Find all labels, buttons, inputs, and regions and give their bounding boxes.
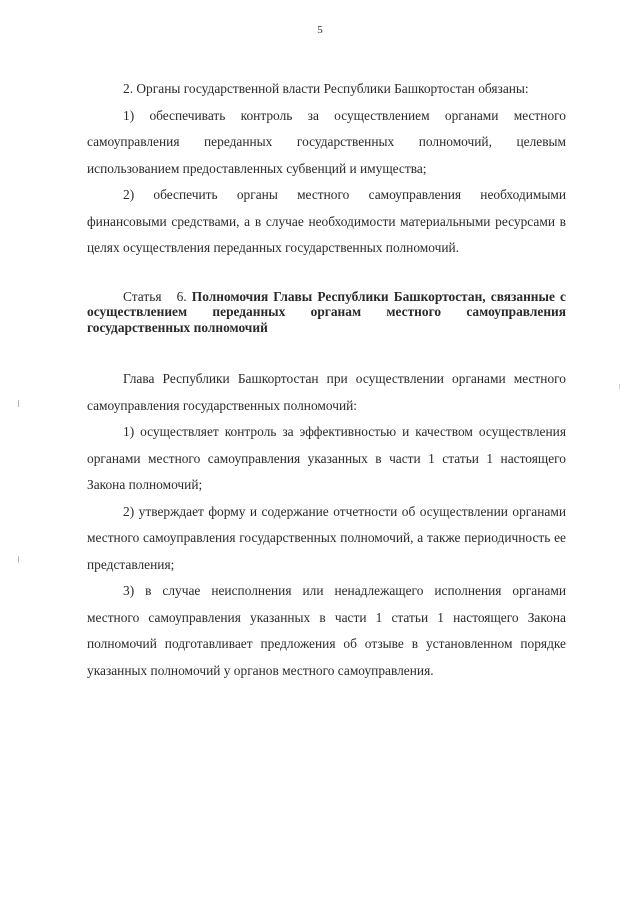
article-heading (87, 289, 566, 336)
paragraph-head-power-2: 2) утверждает форму и содержание отчетности об осуществлении органами местного самоуправления государственных полномочий, а также периодичность ее представления; (87, 503, 566, 572)
article-title: Полномочия Главы Республики Башкортостан, связанные с осуществлением переданных органам местного самоуправления государственных полномочий (87, 288, 566, 335)
paragraph-head-power-1: 1) осуществляет контроль за эффективностью и качеством осуществления органами местного самоуправления указанных в части 1 статьи 1 настоящего Закона полномочий; (87, 424, 566, 492)
page-number: 5 (317, 24, 323, 36)
paragraph-head-power-3: 3) в случае неисполнения или ненадлежащего исполнения органами местного самоуправления указанных в части 1 статьи 1 настоящего Закона полномочий подготавливает предложения об отзыве в установленном порядке указанных полномочий у органов местного самоуправления. (87, 583, 566, 678)
paragraph-obligation-2: 2) обеспечить органы местного самоуправления необходимыми финансовыми средствами, а в случае необходимости материальными ресурсами в целях осуществления переданных государственных полномочий. (87, 187, 566, 255)
scan-artifact-mark (18, 400, 19, 407)
document-body (87, 76, 566, 684)
article-label: Статья 6. (123, 288, 187, 304)
paragraph-obligation-1: 1) обеспечивать контроль за осуществлением органами местного самоуправления переданных государственных полномочий, целевым использованием предоставленных субвенций и имущества; (87, 107, 566, 176)
scan-artifact-mark (18, 556, 19, 563)
paragraph-obligations-intro: 2. Органы государственной власти Республики Башкортостан обязаны: (123, 81, 529, 96)
paragraph-head-powers-intro: Глава Республики Башкортостан при осуществлении органами местного самоуправления государственных полномочий: (87, 371, 566, 413)
scan-artifact-mark (619, 384, 620, 389)
